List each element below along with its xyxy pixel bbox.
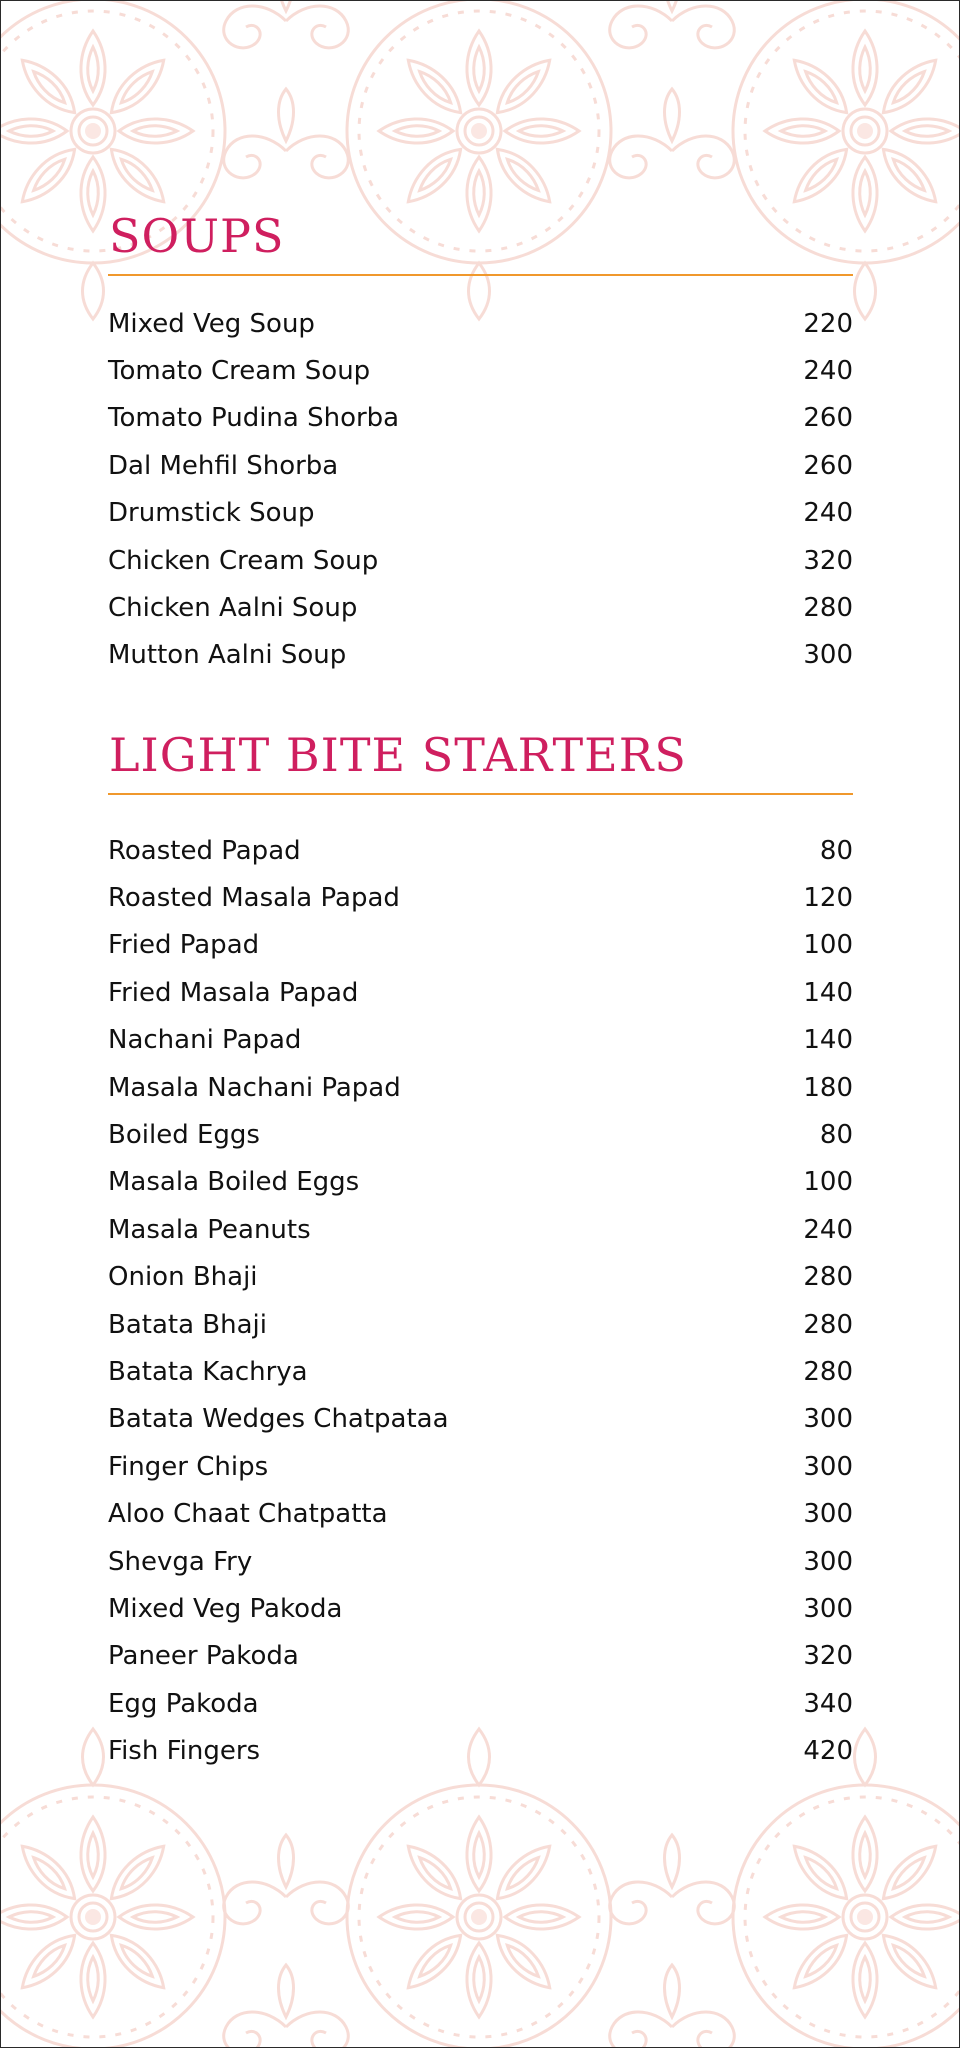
item-name: Masala Peanuts [108,1214,311,1245]
item-price: 240 [803,1214,853,1245]
item-price: 300 [803,640,853,671]
section-divider [108,274,853,276]
item-name: Nachani Papad [108,1025,302,1056]
menu-item [108,1633,853,1680]
menu-item [108,1443,853,1490]
menu-item [108,347,853,394]
menu-item [108,1301,853,1348]
menu-item [108,1727,853,1774]
menu-item [108,922,853,969]
menu-item [108,632,853,679]
item-name: Tomato Pudina Shorba [108,403,400,434]
item-price: 140 [803,1025,853,1056]
item-price: 300 [803,1546,853,1577]
item-name: Fish Fingers [108,1736,261,1767]
item-price: 280 [803,593,853,624]
item-name: Dal Mehfil Shorba [108,450,339,481]
menu-item [108,537,853,584]
menu-item [108,300,853,347]
item-price: 140 [803,977,853,1008]
item-price: 240 [803,498,853,529]
menu-item [108,1490,853,1537]
section-title-soups: SOUPS [109,209,285,263]
item-price: 280 [803,1262,853,1293]
item-name: Paneer Pakoda [108,1641,299,1672]
item-price: 80 [819,1120,853,1151]
item-name: Mutton Aalni Soup [108,640,347,671]
item-name: Roasted Masala Papad [108,883,400,914]
section-title-light-bite-starters: LIGHT BITE STARTERS [109,728,687,782]
starters-list [108,827,853,1775]
menu-item [108,1017,853,1064]
item-name: Onion Bhaji [108,1262,258,1293]
item-name: Aloo Chaat Chatpatta [108,1499,388,1530]
item-name: Batata Wedges Chatpataa [108,1404,449,1435]
menu-item [108,1538,853,1585]
item-price: 300 [803,1593,853,1624]
item-name: Shevga Fry [108,1546,253,1577]
item-price: 220 [803,308,853,339]
item-name: Boiled Eggs [108,1120,260,1151]
item-name: Tomato Cream Soup [108,356,371,387]
section-divider [108,793,853,795]
item-name: Mixed Veg Pakoda [108,1593,343,1624]
item-price: 180 [803,1072,853,1103]
item-name: Fried Papad [108,930,260,961]
item-name: Fried Masala Papad [108,977,359,1008]
item-price: 80 [819,835,853,866]
menu-item [108,1396,853,1443]
item-price: 300 [803,1404,853,1435]
menu-item [108,1585,853,1632]
menu-item [108,584,853,631]
item-name: Masala Boiled Eggs [108,1167,360,1198]
menu-item [108,874,853,921]
item-name: Drumstick Soup [108,498,315,529]
item-price: 320 [803,1641,853,1672]
item-price: 240 [803,356,853,387]
item-name: Chicken Aalni Soup [108,593,358,624]
item-price: 280 [803,1356,853,1387]
menu-item [108,1680,853,1727]
item-price: 100 [803,930,853,961]
item-name: Batata Kachrya [108,1356,308,1387]
item-price: 260 [803,403,853,434]
menu-item [108,490,853,537]
item-price: 300 [803,1499,853,1530]
menu-item [108,1348,853,1395]
menu-item [108,442,853,489]
menu-item [108,1159,853,1206]
menu-item [108,1111,853,1158]
item-name: Batata Bhaji [108,1309,267,1340]
item-price: 340 [803,1688,853,1719]
item-name: Roasted Papad [108,835,301,866]
item-price: 120 [803,883,853,914]
item-name: Masala Nachani Papad [108,1072,401,1103]
menu-item [108,395,853,442]
menu-item [108,1064,853,1111]
menu-item [108,969,853,1016]
soups-list [108,300,853,679]
item-name: Chicken Cream Soup [108,545,379,576]
item-price: 260 [803,450,853,481]
menu-item [108,827,853,874]
item-name: Mixed Veg Soup [108,308,315,339]
menu-item [108,1206,853,1253]
item-name: Egg Pakoda [108,1688,259,1719]
soups-section [108,208,853,679]
item-price: 280 [803,1309,853,1340]
item-price: 100 [803,1167,853,1198]
menu-item [108,1254,853,1301]
light-bite-starters-section [108,727,853,1775]
item-name: Finger Chips [108,1451,269,1482]
item-price: 320 [803,545,853,576]
item-price: 420 [803,1736,853,1767]
item-price: 300 [803,1451,853,1482]
